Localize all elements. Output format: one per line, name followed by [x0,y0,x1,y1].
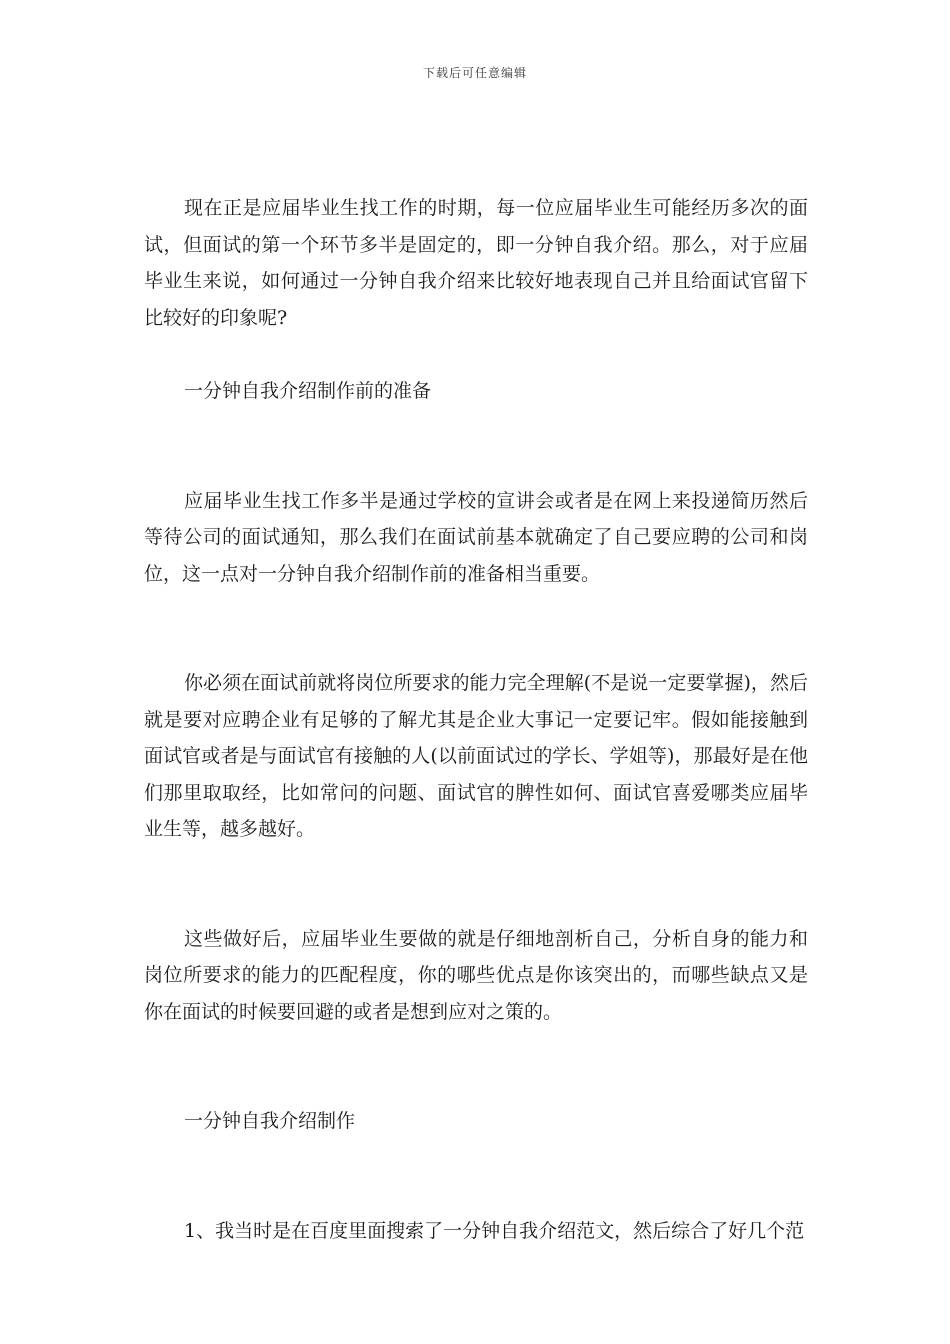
preparation-paragraph-3: 这些做好后，应届毕业生要做的就是仔细地剖析自己，分析自身的能力和岗位所要求的能力的匹配程度，你的哪些优点是你该突出的，而哪些缺点又是你在面试的时候要回避的或者是想到应对之策的。 [144,927,808,1023]
preparation-paragraph-1: 应届毕业生找工作多半是通过学校的宣讲会或者是在网上来投递简历然后等待公司的面试通知，那么我们在面试前基本就确定了自己要应聘的公司和岗位，这一点对一分钟自我介绍制作前的准备相当重要。 [144,489,808,585]
page-header: 下载后可任意编辑 [422,66,527,80]
making-paragraph-1: 1、我当时是在百度里面搜索了一分钟自我介绍范文，然后综合了好几个范 [184,1219,805,1242]
intro-paragraph: 现在正是应届毕业生找工作的时期，每一位应届毕业生可能经历多次的面试，但面试的第一个环节多半是固定的，即一分钟自我介绍。那么，对于应届毕业生来说，如何通过一分钟自我介绍来比较好地表现自己并且给面试官留下比较好的印象呢? [144,197,808,329]
section-heading-preparation: 一分钟自我介绍制作前的准备 [184,380,432,402]
section-heading-making: 一分钟自我介绍制作 [184,1110,356,1132]
preparation-paragraph-2: 你必须在面试前就将岗位所要求的能力完全理解(不是说一定要掌握)，然后就是要对应聘企业有足够的了解尤其是企业大事记一定要记牢。假如能接触到面试官或者是与面试官有接触的人(以前面试过的学长、学姐等)，那最好是在他们那里取取经，比如常问的问题、面试官的脾性如何、面试官喜爱哪类应届毕业生等，越多越好。 [144,672,808,840]
document-body [144,190,808,1249]
